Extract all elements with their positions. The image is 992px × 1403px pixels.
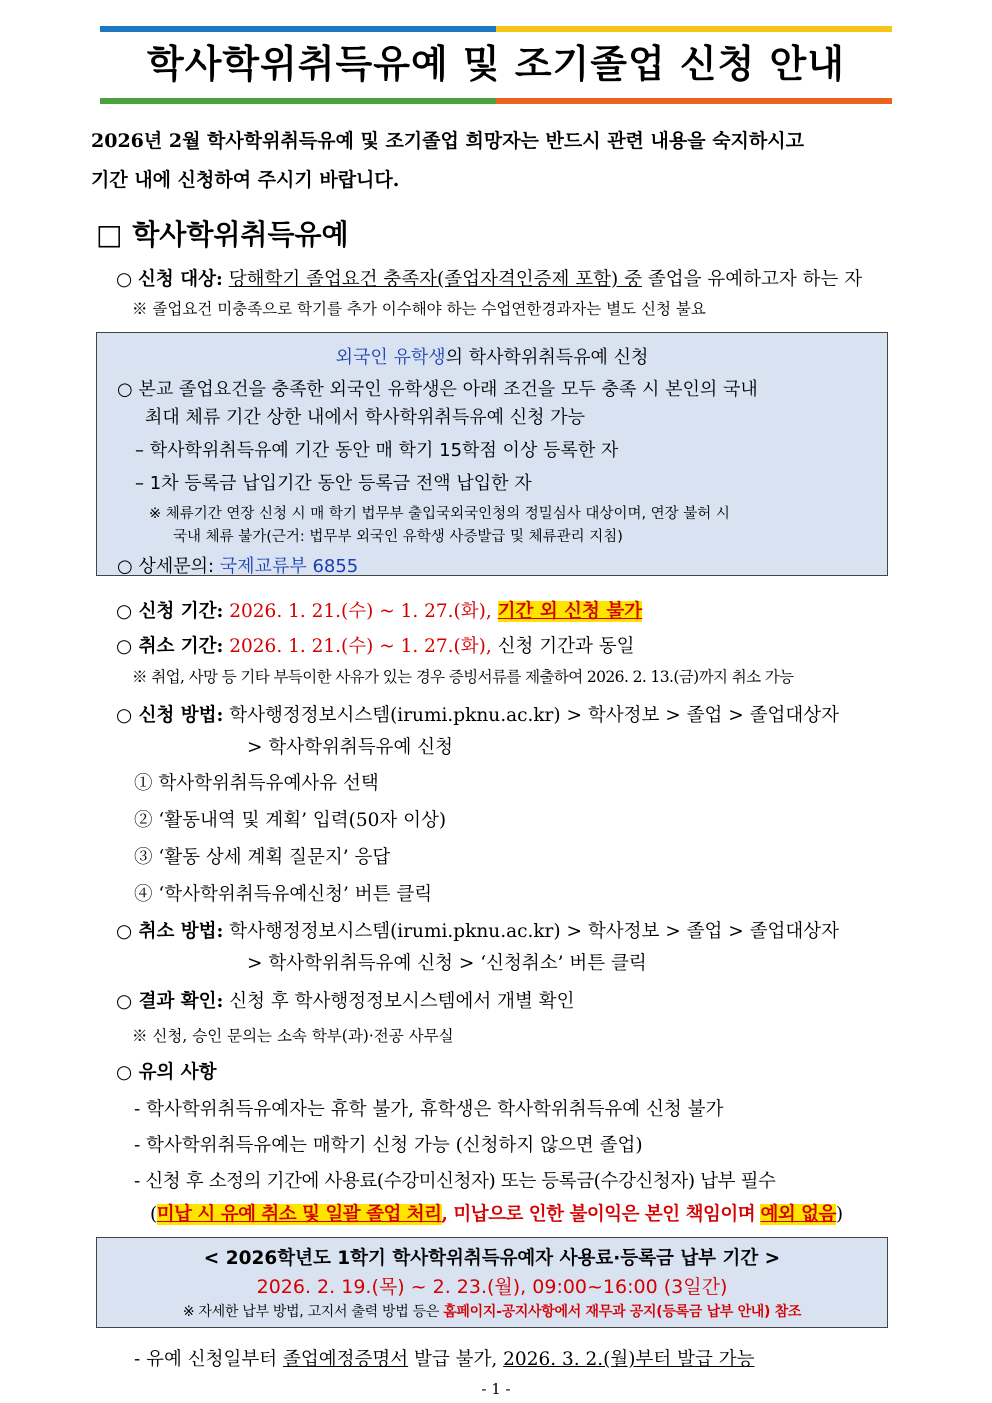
apply-method-path: 학사행정정보시스템(irumi.pknu.ac.kr) > 학사정보 > 졸업 > 졸업대상자 [229,705,839,726]
cancel-period-line [116,632,635,658]
contact-label: ○ 상세문의: [117,556,215,577]
target-value-underlined: 당해학기 졸업요건 충족자(졸업자격인증제 포함) 중 [228,269,642,290]
foreign-box-line-3: – 학사학위취득유예 기간 동안 매 학기 15학점 이상 등록한 자 [135,440,619,461]
target-value-rest: 졸업을 유예하고자 하는 자 [647,269,863,290]
apply-method-line-1 [116,701,839,727]
apply-step-2: ② ‘활동내역 및 계획’ 입력(50자 이상) [134,810,447,831]
foreign-box-note-1: ※ 체류기간 연장 신청 시 매 학기 법무부 출입국외국인청의 정밀심사 대상이며, 연장 불허 시 [149,506,730,522]
target-note: ※ 졸업요건 미충족으로 학기를 추가 이수해야 하는 수업연한경과자는 별도 신청 불요 [132,300,706,318]
paren-open: ( [150,1204,157,1225]
foreign-box-note-2: 국내 체류 불가(근거: 법무부 외국인 유학생 사증발급 및 체류관리 지침) [173,529,623,545]
cancel-method-label: ○ 취소 방법: [116,921,224,942]
caution-5-b: 발급 불가, [414,1349,498,1370]
apply-method-label: ○ 신청 방법: [116,705,224,726]
result-note: ※ 신청, 승인 문의는 소속 학부(과)·전공 사무실 [132,1027,454,1045]
target-line [116,265,862,291]
apply-period-warning: 기간 외 신청 불가 [497,601,643,622]
apply-period-label: ○ 신청 기간: [116,601,224,622]
fee-box-title: < 2026학년도 1학기 학사학위취득유예자 사용료·등록금 납부 기간 > [203,1248,781,1269]
cancel-method-line-2: > 학사학위취득유예 신청 > ‘신청취소’ 버튼 클릭 [247,953,647,974]
section-heading [96,213,349,253]
fee-box-period: 2026. 2. 19.(목) ~ 2. 23.(월), 09:00~16:00 (3일간) [256,1276,728,1298]
cancel-period-label: ○ 취소 기간: [116,636,224,657]
caution-middle: , 미납으로 인한 불이익은 본인 책임이며 [441,1204,756,1225]
foreign-box-title-blue: 외국인 유학생 [335,347,446,368]
caution-highlight-1: 미납 시 유예 취소 및 일괄 졸업 처리 [156,1204,442,1225]
intro-line-2: 기간 내에 신청하여 주시기 바랍니다. [91,169,400,191]
fee-payment-box [96,1237,888,1328]
page-title: 학사학위취득유예 및 조기졸업 신청 안내 [147,42,845,86]
foreign-box-contact [117,552,358,578]
cautions-label: ○ 유의 사항 [116,1062,217,1083]
foreign-box-title-rest: 의 학사학위취득유예 신청 [445,347,649,368]
title-banner [100,26,892,104]
title-bottom-bar [100,98,892,104]
apply-method-line-2: > 학사학위취득유예 신청 [247,737,453,758]
contact-value: 국제교류부 6855 [219,556,359,577]
section-title: 학사학위취득유예 [132,218,349,251]
foreign-box-line-4: – 1차 등록금 납입기간 동안 등록금 전액 납입한 자 [135,473,532,494]
fee-note-red: 홈페이지-공지사항에서 재무과 공지(등록금 납부 안내) 참조 [443,1304,802,1320]
cancel-method-line-1 [116,917,839,943]
apply-period-dates: 2026. 1. 21.(수) ~ 1. 27.(화), [229,601,492,622]
result-value: 신청 후 학사행정정보시스템에서 개별 확인 [229,991,575,1012]
fee-note-black: ※ 자세한 납부 방법, 고지서 출력 방법 등은 [182,1304,440,1320]
caution-5-underline-2: 2026. 3. 2.(월)부터 발급 가능 [503,1349,755,1370]
cancel-period-dates: 2026. 1. 21.(수) ~ 1. 27.(화), [229,636,492,657]
cancel-period-rest: 신청 기간과 동일 [497,636,635,657]
apply-step-1: ① 학사학위취득유예사유 선택 [134,773,379,794]
paren-close: ) [835,1204,843,1225]
caution-item-1: - 학사학위취득유예자는 휴학 불가, 휴학생은 학사학위취득유예 신청 불가 [134,1099,724,1120]
apply-step-4: ④ ‘학사학위취득유예신청’ 버튼 클릭 [134,884,433,905]
caution-item-3: - 신청 후 소정의 기간에 사용료(수강미신청자) 또는 등록금(수강신청자) 납부 필수 [134,1171,776,1192]
caution-item-5 [134,1345,754,1371]
page-number: - 1 - [481,1380,511,1398]
target-label: 신청 대상: [138,269,223,290]
fee-box-note [97,1301,887,1321]
caution-5-a: - 유예 신청일부터 [134,1349,278,1370]
caution-highlight-2: 예외 없음 [760,1204,836,1225]
apply-period-line [116,597,642,623]
cancel-method-path: 학사행정정보시스템(irumi.pknu.ac.kr) > 학사정보 > 졸업 > 졸업대상자 [229,921,839,942]
intro-line-1: 2026년 2월 학사학위취득유예 및 조기졸업 희망자는 반드시 관련 내용을 숙지하시고 [91,130,804,152]
caution-item-2: - 학사학위취득유예는 매학기 신청 가능 (신청하지 않으면 졸업) [134,1135,643,1156]
bullet-icon: ○ [116,269,133,290]
apply-step-3: ③ ‘활동 상세 계획 질문지’ 응답 [134,847,391,868]
result-line [116,987,574,1013]
foreign-box-title [97,343,887,369]
caution-5-underline-1: 졸업예정증명서 [283,1349,409,1370]
foreign-student-box [96,332,888,576]
checkbox-icon: □ [96,218,123,251]
foreign-box-line-1: ○ 본교 졸업요건을 충족한 외국인 유학생은 아래 조건을 모두 충족 시 본인의 국내 [117,379,758,400]
result-label: ○ 결과 확인: [116,991,224,1012]
foreign-box-line-2: 최대 체류 기간 상한 내에서 학사학위취득유예 신청 가능 [145,407,585,428]
cancel-period-note: ※ 취업, 사망 등 기타 부득이한 사유가 있는 경우 증빙서류를 제출하여 2026. 2. 13.(금)까지 취소 가능 [132,668,794,686]
caution-item-4 [150,1200,843,1226]
title-top-bar [100,26,892,32]
